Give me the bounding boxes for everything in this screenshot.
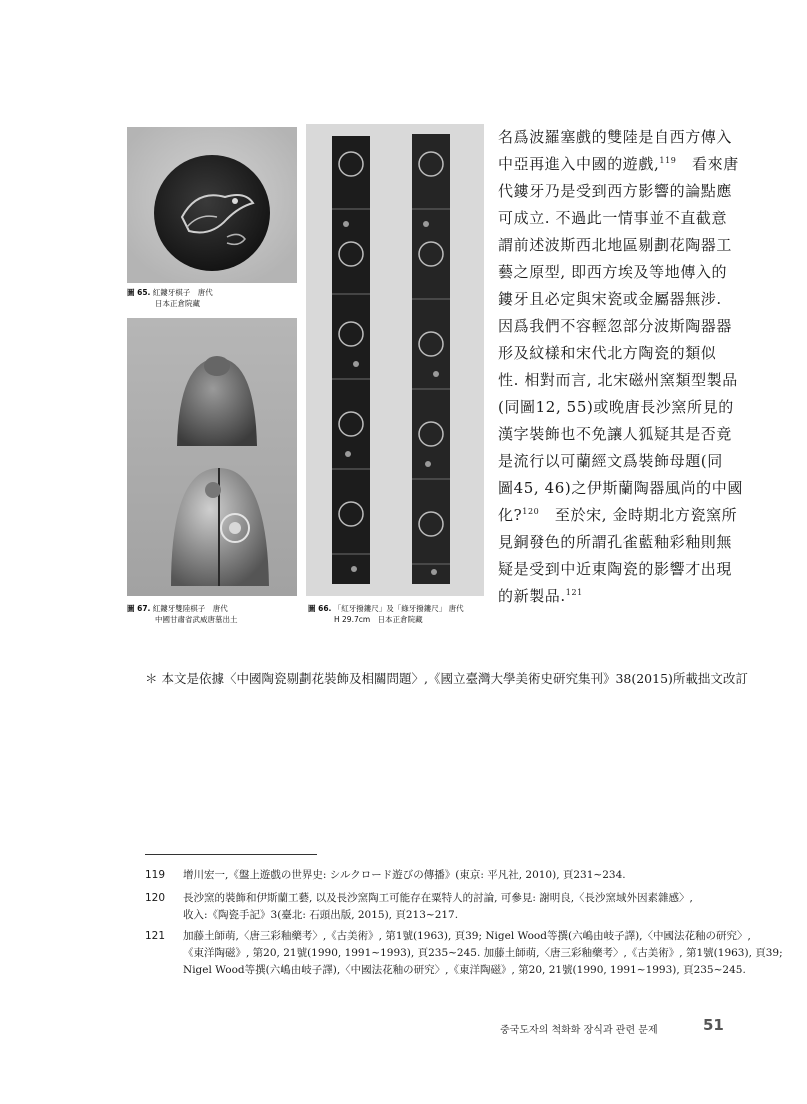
body-paragraph xyxy=(498,124,743,610)
body-line-text: 性. 相對而言, 北宋磁州窯類型製品 xyxy=(498,371,738,389)
figure-title: 紅鏤牙棋子 唐代 xyxy=(152,288,213,297)
footnote-reference[interactable]: 121 xyxy=(565,588,583,597)
footnote-119 xyxy=(145,867,725,884)
footnote-number: 119 xyxy=(145,869,166,881)
body-line xyxy=(498,313,733,340)
footnote-121 xyxy=(145,928,783,979)
body-line-text: 看來唐 xyxy=(676,155,739,173)
body-line-text: (同圖12, 55)或晚唐長沙窯所見的 xyxy=(498,398,734,416)
body-line xyxy=(498,502,738,529)
body-line xyxy=(498,475,743,502)
body-line xyxy=(498,205,728,232)
footnote-reference[interactable]: 119 xyxy=(659,156,677,165)
body-line xyxy=(498,178,733,205)
figure-title: 紅鏤牙雙陸棋子 唐代 xyxy=(152,604,228,613)
figure-collection: H 29.7cm 日本正倉院藏 xyxy=(334,615,423,624)
figure-collection: 中國甘肅省武威唐墓出土 xyxy=(155,615,238,624)
footnote-120 xyxy=(145,890,725,924)
body-line-text: 漢字裝飾也不免讓人狐疑其是否竟 xyxy=(498,425,733,443)
footnote-number: 120 xyxy=(145,892,166,904)
body-line-text: 至於宋, 金時期北方瓷窯所 xyxy=(539,506,738,524)
figure-65-caption xyxy=(127,287,213,309)
footnote-reference[interactable]: 120 xyxy=(522,507,540,516)
body-line-text: 藝之原型, 即西方埃及等地傳入的 xyxy=(498,263,728,281)
figure-66-caption xyxy=(308,603,464,625)
figure-title: 「紅牙撥鏤尺」及「綠牙撥鏤尺」 唐代 xyxy=(333,604,464,613)
figure-collection: 日本正倉院藏 xyxy=(155,299,200,308)
figure-65-photo xyxy=(127,127,297,283)
body-line-text: 見銅發色的所謂孔雀藍釉彩釉則無 xyxy=(498,533,733,551)
body-line-text: 的新製品. xyxy=(498,587,566,605)
footnote-line: Nigel Wood等撰(六嶋由岐子譯),〈中國法花釉の研究〉,《東洋陶磁》, 第20, 21號(1990, 1991∼1993), 頁235∼245. xyxy=(183,964,746,976)
footnote-line: 《東洋陶磁》, 第20, 21號(1990, 1991∼1993), 頁235∼245. 加藤土師萌,〈唐三彩釉藥考〉,《古美術》, 第1號(1963), 頁39; xyxy=(183,947,783,959)
body-line-text: 圖45, 46)之伊斯蘭陶器風尚的中國 xyxy=(498,479,743,497)
body-line-text: 化? xyxy=(498,506,523,524)
body-line-text: 名爲波羅塞戲的雙陸是自西方傳入 xyxy=(498,128,733,146)
body-line xyxy=(498,394,734,421)
body-line xyxy=(498,556,733,583)
body-line-text: 因爲我們不容輕忽部分波斯陶器器 xyxy=(498,317,733,335)
figure-number: 圖 66. xyxy=(308,604,332,613)
body-line xyxy=(498,421,733,448)
footnote-line: 收入:《陶瓷手記》3(臺北: 石頭出版, 2015), 頁213∼217. xyxy=(183,909,459,921)
figure-66-photo xyxy=(306,124,484,596)
body-line xyxy=(498,529,733,556)
body-line-text: 謂前述波斯西北地區剔劃花陶器工 xyxy=(498,236,733,254)
body-line xyxy=(498,583,724,610)
figure-67-caption xyxy=(127,603,238,625)
body-line-text: 代鏤牙乃是受到西方影響的論點應 xyxy=(498,182,733,200)
body-line xyxy=(498,286,724,313)
body-line-text: 中亞再進入中國的遊戲, xyxy=(498,155,660,173)
body-line xyxy=(498,124,733,151)
body-line-text: 形及紋樣和宋代北方陶瓷的類似 xyxy=(498,344,717,362)
figure-67-photo xyxy=(127,318,297,596)
running-title: 중국도자의 척화화 장식과 관련 문제 xyxy=(500,1025,658,1036)
body-line-text: 鏤牙且必定與宋瓷或金屬器無涉. xyxy=(498,290,722,308)
footnote-line: 長沙窯的裝飾和伊斯蘭工藝, 以及長沙窯陶工可能存在粟特人的討論, 可參見: 謝明良,〈長沙窯域外因素雜感〉, xyxy=(183,892,693,904)
body-line xyxy=(498,448,724,475)
body-line xyxy=(498,232,733,259)
body-line xyxy=(498,340,724,367)
footnote-number: 121 xyxy=(145,930,166,942)
body-line xyxy=(498,367,738,394)
body-line xyxy=(498,151,739,178)
footnote-separator xyxy=(145,854,317,855)
figure-number: 圖 67. xyxy=(127,604,151,613)
footnote-line: 增川宏一,《盤上遊戲の世界史: シルクロード遊びの傳播》(東京: 平凡社, 2010), 頁231∼234. xyxy=(183,869,626,881)
revision-note: ＊ 本文是依據〈中國陶瓷剔劃花裝飾及相關問題〉,《國立臺灣大學美術史研究集刊》38(2015)所載拙文改訂 xyxy=(145,671,748,686)
body-line-text: 是流行以可蘭經文爲裝飾母題(同 xyxy=(498,452,723,470)
figure-number: 圖 65. xyxy=(127,288,151,297)
page-number: 51 xyxy=(703,1016,724,1034)
body-line xyxy=(498,259,728,286)
body-line-text: 疑是受到中近東陶瓷的影響才出現 xyxy=(498,560,733,578)
footnote-line: 加藤土師萌,〈唐三彩釉藥考〉,《古美術》, 第1號(1963), 頁39; Nigel Wood等撰(六嶋由岐子譯),〈中國法花釉の研究〉, xyxy=(183,930,751,942)
body-line-text: 可成立. 不過此一情事並不直截意 xyxy=(498,209,728,227)
